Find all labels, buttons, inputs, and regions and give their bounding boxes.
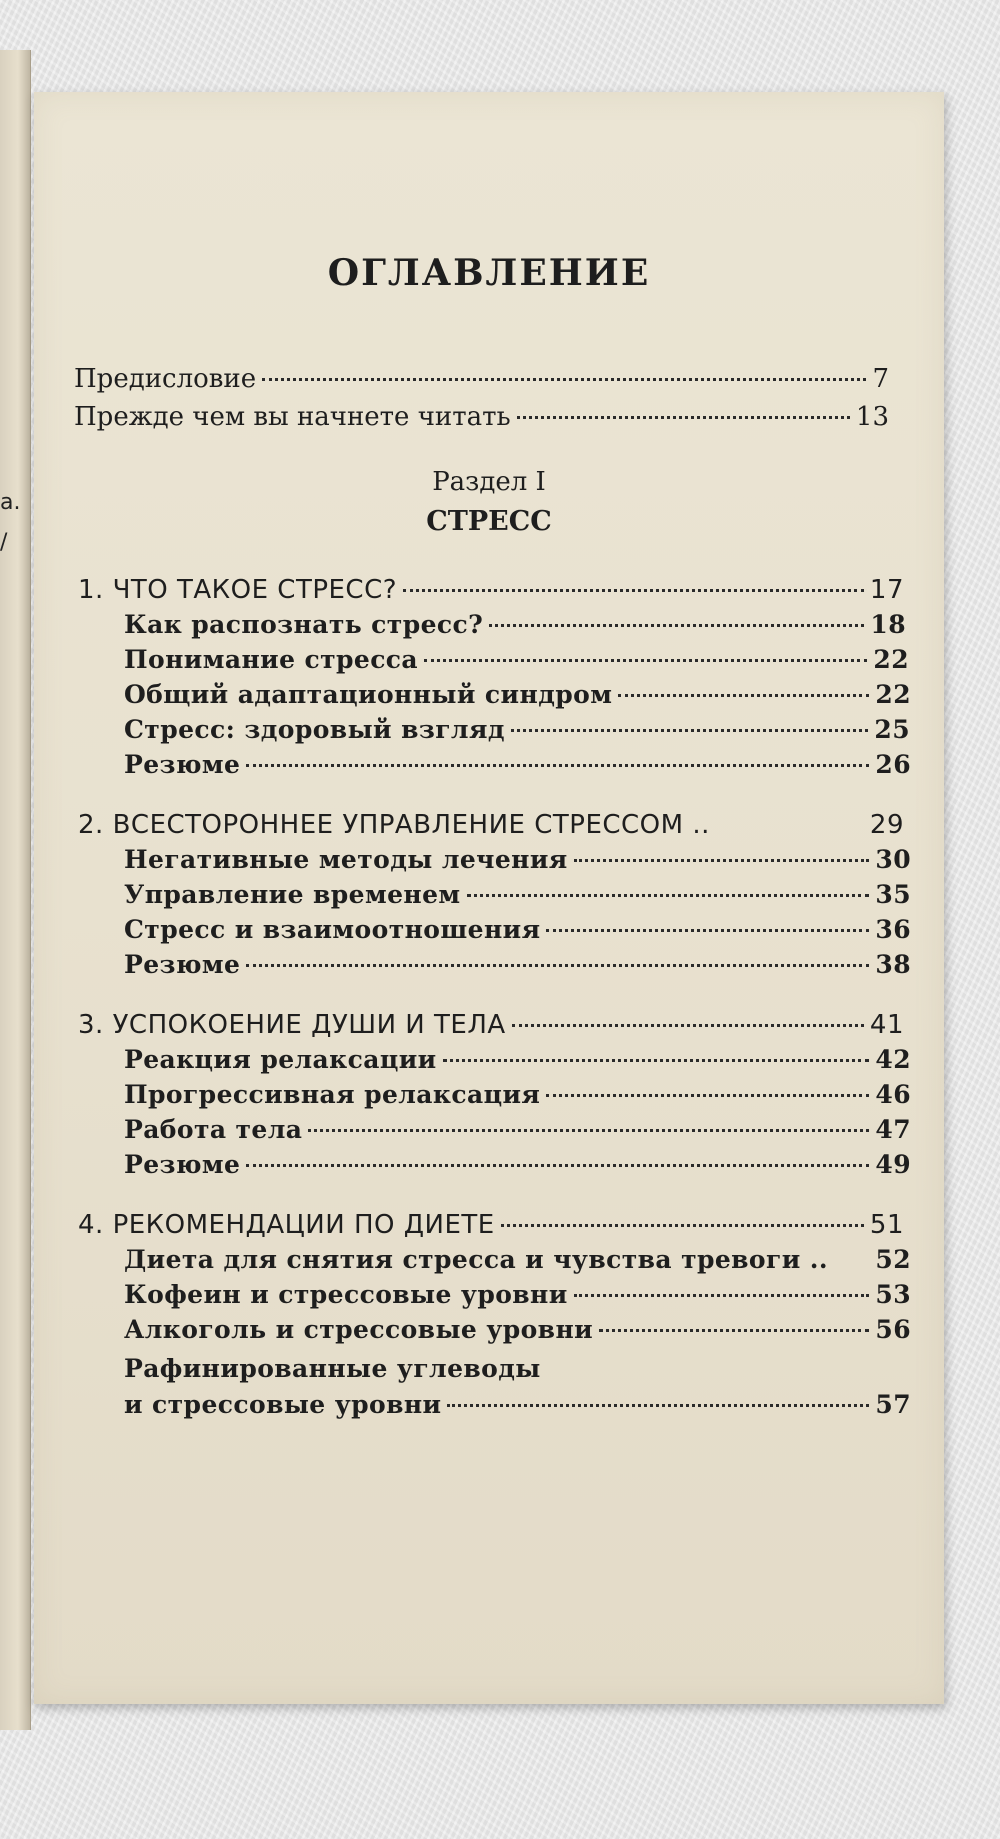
chapter-entry bbox=[78, 575, 904, 605]
left-page-fragment: а. bbox=[0, 490, 21, 515]
chapter-page: 17 bbox=[869, 575, 904, 605]
subsection-text: Диета для снятия стресса и чувства тревоги .. bbox=[124, 1245, 828, 1274]
chapter-page: 29 bbox=[869, 810, 904, 840]
dot-leader bbox=[501, 1224, 864, 1227]
subsection-page: 22 bbox=[873, 645, 909, 674]
subsection-text: Реакция релаксации bbox=[124, 1045, 437, 1074]
subsection-text: Негативные методы лечения bbox=[124, 845, 568, 874]
subsection-page: 52 bbox=[875, 1245, 911, 1274]
dot-leader bbox=[512, 1024, 864, 1027]
subsection-text-line: Рафинированные углеводы bbox=[124, 1354, 541, 1383]
subsection-text: Управление временем bbox=[124, 880, 461, 909]
chapter-title: 1. ЧТО ТАКОЕ СТРЕСС? bbox=[78, 575, 398, 605]
dot-leader bbox=[447, 1404, 869, 1407]
subsection-text: Прогрессивная релаксация bbox=[124, 1080, 541, 1109]
subsection-entry bbox=[124, 1390, 911, 1419]
subsection-entry bbox=[124, 845, 911, 874]
subsection-entry bbox=[124, 1150, 911, 1179]
subsection-page: 26 bbox=[875, 750, 911, 779]
dot-leader bbox=[308, 1129, 869, 1132]
subsection-entry bbox=[124, 1080, 911, 1109]
dot-leader bbox=[517, 416, 850, 419]
dot-leader bbox=[574, 1294, 870, 1297]
subsection-entry bbox=[124, 950, 911, 979]
chapter-page: 51 bbox=[869, 1210, 904, 1240]
subsection-page: 47 bbox=[875, 1115, 911, 1144]
subsection-page: 49 bbox=[875, 1150, 911, 1179]
subsection-text: Общий адаптационный синдром bbox=[124, 680, 613, 709]
subsection-entry bbox=[124, 610, 906, 639]
toc-entry bbox=[74, 402, 889, 432]
left-page-edge bbox=[0, 50, 31, 1730]
subsection-entry bbox=[124, 1045, 911, 1074]
dot-leader bbox=[424, 659, 867, 662]
subsection-page: 25 bbox=[874, 715, 910, 744]
subsection-page: 38 bbox=[875, 950, 911, 979]
toc-entry-text: Прежде чем вы начнете читать bbox=[74, 402, 511, 432]
subsection-page: 46 bbox=[875, 1080, 911, 1109]
subsection-text: Алкоголь и стрессовые уровни bbox=[124, 1315, 594, 1344]
chapter-title: 3. УСПОКОЕНИЕ ДУШИ И ТЕЛА bbox=[78, 1010, 506, 1040]
subsection-text: Стресс: здоровый взгляд bbox=[124, 715, 505, 744]
dot-leader bbox=[546, 1094, 869, 1097]
subsection-page: 18 bbox=[870, 610, 906, 639]
subsection-entry bbox=[124, 680, 911, 709]
dot-leader bbox=[574, 859, 870, 862]
dot-leader bbox=[246, 764, 869, 767]
subsection-entry bbox=[124, 1315, 911, 1344]
dot-leader bbox=[246, 1164, 869, 1167]
subsection-text: Резюме bbox=[124, 750, 241, 779]
subsection-page: 42 bbox=[875, 1045, 911, 1074]
subsection-page: 57 bbox=[875, 1390, 911, 1419]
subsection-text: Работа тела bbox=[124, 1115, 303, 1144]
subsection-entry bbox=[124, 1245, 911, 1274]
toc-entry-text: Предисловие bbox=[74, 364, 257, 394]
dot-leader bbox=[403, 589, 864, 592]
subsection-text: Резюме bbox=[124, 950, 241, 979]
toc-title: ОГЛАВЛЕНИЕ bbox=[327, 252, 651, 294]
subsection-entry bbox=[124, 715, 910, 744]
dot-leader bbox=[443, 1059, 870, 1062]
subsection-page: 35 bbox=[875, 880, 911, 909]
chapter-title: 4. РЕКОМЕНДАЦИИ ПО ДИЕТЕ bbox=[78, 1210, 495, 1240]
toc-entry-page: 7 bbox=[872, 364, 889, 394]
section-label: Раздел I bbox=[432, 467, 546, 497]
left-page-fragment: / bbox=[0, 530, 8, 555]
section-title: СТРЕСС bbox=[426, 506, 552, 537]
dot-leader bbox=[546, 929, 869, 932]
dot-leader bbox=[246, 964, 869, 967]
subsection-page: 56 bbox=[875, 1315, 911, 1344]
subsection-text: Понимание стресса bbox=[124, 645, 419, 674]
chapter-entry bbox=[78, 1210, 904, 1240]
book-page bbox=[34, 92, 944, 1704]
subsection-page: 36 bbox=[875, 915, 911, 944]
dot-leader bbox=[489, 624, 864, 627]
subsection-entry bbox=[124, 880, 911, 909]
subsection-text: Стресс и взаимоотношения bbox=[124, 915, 541, 944]
subsection-entry bbox=[124, 1280, 911, 1309]
dot-leader bbox=[618, 694, 869, 697]
dot-leader bbox=[511, 729, 869, 732]
subsection-entry bbox=[124, 645, 909, 674]
chapter-title: 2. ВСЕСТОРОННЕЕ УПРАВЛЕНИЕ СТРЕССОМ .. bbox=[78, 810, 710, 840]
chapter-entry bbox=[78, 1010, 904, 1040]
subsection-page: 30 bbox=[875, 845, 911, 874]
subsection-text: Кофеин и стрессовые уровни bbox=[124, 1280, 568, 1309]
subsection-page: 22 bbox=[875, 680, 911, 709]
chapter-page: 41 bbox=[869, 1010, 904, 1040]
toc-entry bbox=[74, 364, 889, 394]
dot-leader bbox=[467, 894, 870, 897]
subsection-text: Как распознать стресс? bbox=[124, 610, 484, 639]
dot-leader bbox=[599, 1329, 869, 1332]
subsection-text: Резюме bbox=[124, 1150, 241, 1179]
subsection-page: 53 bbox=[875, 1280, 911, 1309]
chapter-entry bbox=[78, 810, 904, 840]
subsection-entry bbox=[124, 1115, 911, 1144]
subsection-entry bbox=[124, 915, 911, 944]
toc-entry-page: 13 bbox=[855, 402, 889, 432]
subsection-text: и стрессовые уровни bbox=[124, 1390, 442, 1419]
dot-leader bbox=[262, 378, 866, 381]
subsection-entry bbox=[124, 750, 911, 779]
